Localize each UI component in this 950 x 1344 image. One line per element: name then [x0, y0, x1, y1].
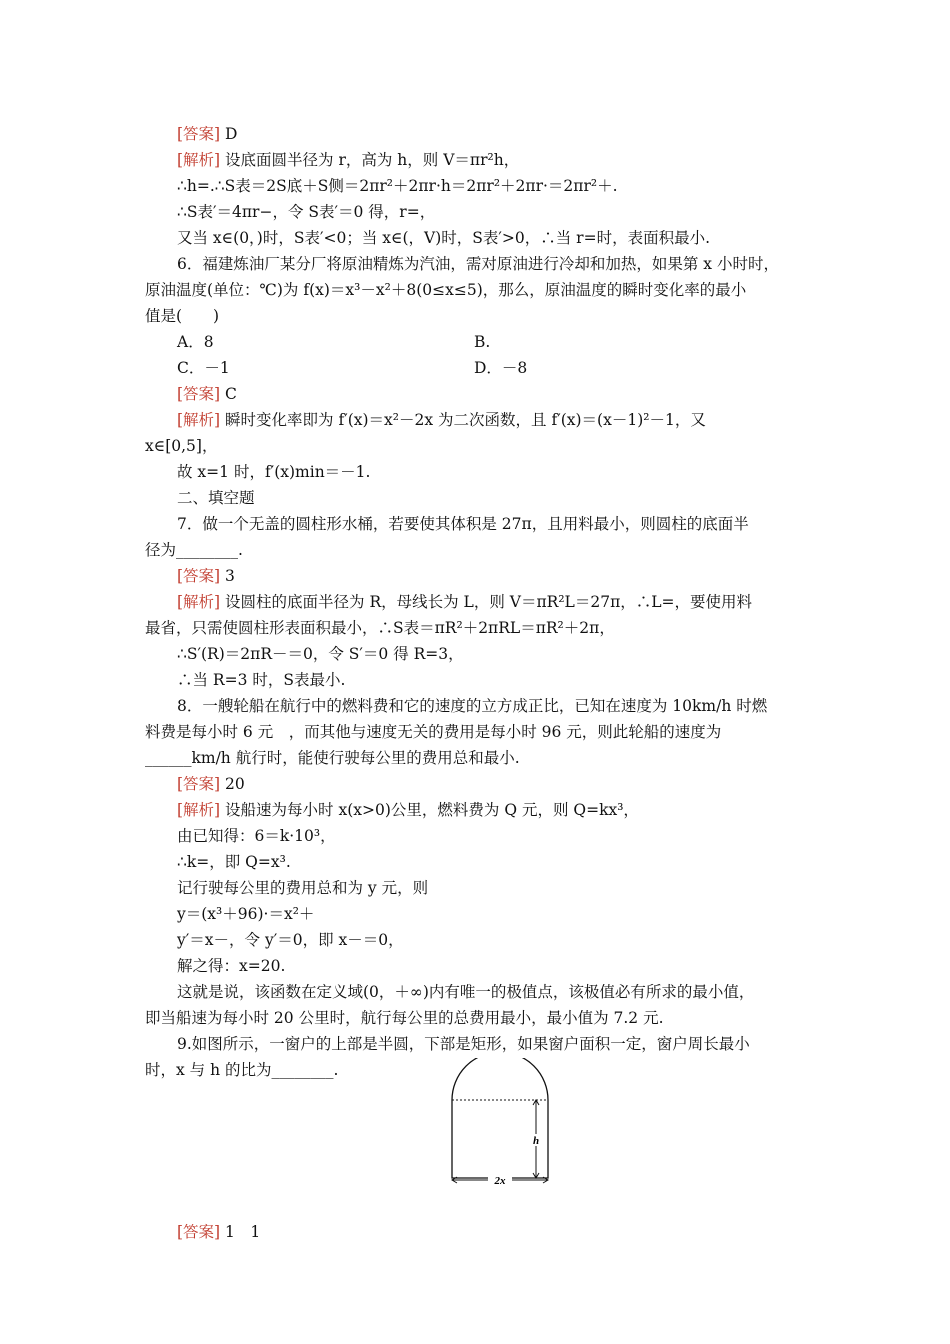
line-text: 7．做一个无盖的圆柱形水桶，若要使其体积是 27π，且用料最小，则圆柱的底面半 — [177, 515, 749, 533]
text-line-l29 — [177, 800, 639, 820]
line-text: ∴S表′＝4πr−，令 S表′＝0 得，r=， — [177, 203, 436, 221]
line-text: 这就是说，该函数在定义域(0，＋∞)内有唯一的极值点，该极值必有所求的最小值， — [177, 983, 755, 1001]
h-label: h — [532, 1135, 540, 1147]
text-line-l17 — [177, 488, 255, 508]
text-line-l03 — [177, 176, 618, 196]
line-text: 即当船速为每小时 20 公里时，航行每公里的总费用最小，最小值为 7.2 元. — [145, 1009, 664, 1027]
text-line-l19 — [145, 540, 243, 560]
answer-tag: [答案] — [177, 567, 221, 585]
answer-tag: [答案] — [177, 125, 221, 143]
line-text: 时，x 与 h 的比为________. — [145, 1061, 339, 1079]
line-text: C．－1 — [177, 359, 230, 377]
text-line-l25 — [177, 696, 767, 716]
text-line-l24 — [177, 670, 345, 690]
line-text: 9.如图所示，一窗户的上部是半圆，下部是矩形，如果窗户面积一定，窗户周长最小 — [177, 1035, 750, 1053]
line-text: 解之得：x=20. — [177, 957, 286, 975]
text-line-l16 — [177, 462, 370, 482]
answer-tag: [解析] — [177, 593, 221, 611]
text-line-l31 — [177, 852, 291, 872]
line-text: y＝(x³＋96)·＝x²＋ — [177, 905, 315, 923]
text-line-l05 — [177, 228, 710, 248]
text-line-l28 — [177, 774, 245, 794]
window-outline — [452, 1058, 548, 1178]
line-text: 1 1 — [220, 1223, 261, 1241]
line-text: 料费是每小时 6 元 ，而其他与速度无关的费用是每小时 96 元，则此轮船的速度为 — [145, 723, 722, 741]
answer-tag: [解析] — [177, 151, 221, 169]
line-text: D — [220, 125, 238, 143]
text-line-l13 — [177, 384, 237, 404]
line-text: D．－8 — [474, 359, 528, 377]
text-line-l23 — [177, 644, 464, 664]
text-line-l40 — [177, 1222, 260, 1242]
text-line-l04 — [177, 202, 435, 222]
line-text: 20 — [220, 775, 245, 793]
line-text: 又当 x∈(0，)时，S表′<0；当 x∈(，V)时，S表′>0，∴当 r=时，表面积最小. — [177, 229, 711, 247]
text-line-l21 — [177, 592, 752, 612]
text-line-l34 — [177, 930, 404, 950]
text-line-l12 — [474, 358, 527, 378]
line-text: 原油温度(单位：℃)为 f(x)＝x³－x²＋8(0≤x≤5)，那么，原油温度的瞬时变化率的最小 — [145, 281, 747, 299]
2x-label: 2x — [494, 1175, 506, 1186]
text-line-l38 — [177, 1034, 750, 1054]
text-line-l01 — [177, 124, 237, 144]
text-line-l37 — [145, 1008, 664, 1028]
text-line-l36 — [177, 982, 754, 1002]
line-text: 最省，只需使圆柱形表面积最小，∴S表＝πR²＋2πRL＝πR²＋2π， — [145, 619, 615, 637]
text-line-l18 — [177, 514, 749, 534]
answer-tag: [解析] — [177, 411, 221, 429]
line-text: 由已知得：6＝k·10³， — [177, 827, 336, 845]
text-line-l22 — [145, 618, 615, 638]
text-line-l06 — [177, 254, 779, 274]
line-text: x∈[0,5]， — [145, 437, 218, 455]
text-line-l14 — [177, 410, 706, 430]
line-text: 设船速为每小时 x(x>0)公里，燃料费为 Q 元，则 Q=kx³， — [220, 801, 639, 819]
text-line-l09 — [177, 332, 214, 352]
line-text: 记行驶每公里的费用总和为 y 元，则 — [177, 879, 429, 897]
text-line-l07 — [145, 280, 746, 300]
line-text: ∴当 R=3 时，S表最小. — [177, 671, 346, 689]
text-line-l15 — [145, 436, 217, 456]
line-text: 设底面圆半径为 r，高为 h，则 V＝πr²h， — [220, 151, 520, 169]
line-text: C — [220, 385, 237, 403]
line-text: 径为________. — [145, 541, 243, 559]
answer-tag: [答案] — [177, 775, 221, 793]
text-line-l20 — [177, 566, 235, 586]
text-line-l39 — [145, 1060, 338, 1080]
answer-tag: [解析] — [177, 801, 221, 819]
text-line-l35 — [177, 956, 285, 976]
line-text: 值是( ) — [145, 307, 220, 325]
line-text: 二、填空题 — [177, 489, 255, 507]
text-line-l32 — [177, 878, 428, 898]
line-text: ______km/h 航行时，能使行驶每公里的费用总和最小. — [145, 749, 520, 767]
text-line-l10 — [474, 332, 490, 352]
line-text: 6．福建炼油厂某分厂将原油精炼为汽油，需对原油进行冷却和加热，如果第 x 小时时， — [177, 255, 779, 273]
text-line-l33 — [177, 904, 314, 924]
text-line-l11 — [177, 358, 230, 378]
text-line-l27 — [145, 748, 520, 768]
line-text: B. — [474, 333, 491, 351]
line-text: ∴S′(R)＝2πR－＝0，令 S′＝0 得 R=3， — [177, 645, 464, 663]
line-text: 瞬时变化率即为 f′(x)＝x²－2x 为二次函数，且 f′(x)＝(x－1)²－1，又 — [220, 411, 706, 429]
line-text: 3 — [220, 567, 235, 585]
text-line-l02 — [177, 150, 519, 170]
line-text: ∴k=，即 Q=x³. — [177, 853, 291, 871]
line-text: A．8 — [177, 333, 214, 351]
text-line-l30 — [177, 826, 336, 846]
window-figure — [440, 1058, 560, 1186]
line-text: y′＝x－，令 y′＝0，即 x－＝0， — [177, 931, 404, 949]
line-text: 8．一艘轮船在航行中的燃料费和它的速度的立方成正比，已知在速度为 10km/h 时燃 — [177, 697, 768, 715]
text-line-l08 — [145, 306, 219, 326]
line-text: ∴h=.∴S表＝2S底＋S侧＝2πr²＋2πr·h＝2πr²＋2πr·＝2πr²＋. — [177, 177, 618, 195]
line-text: 设圆柱的底面半径为 R，母线长为 L，则 V＝πR²L＝27π，∴L=，要使用料 — [220, 593, 753, 611]
answer-tag: [答案] — [177, 1223, 221, 1241]
line-text: 故 x=1 时，f′(x)min＝－1. — [177, 463, 371, 481]
text-line-l26 — [145, 722, 721, 742]
answer-tag: [答案] — [177, 385, 221, 403]
